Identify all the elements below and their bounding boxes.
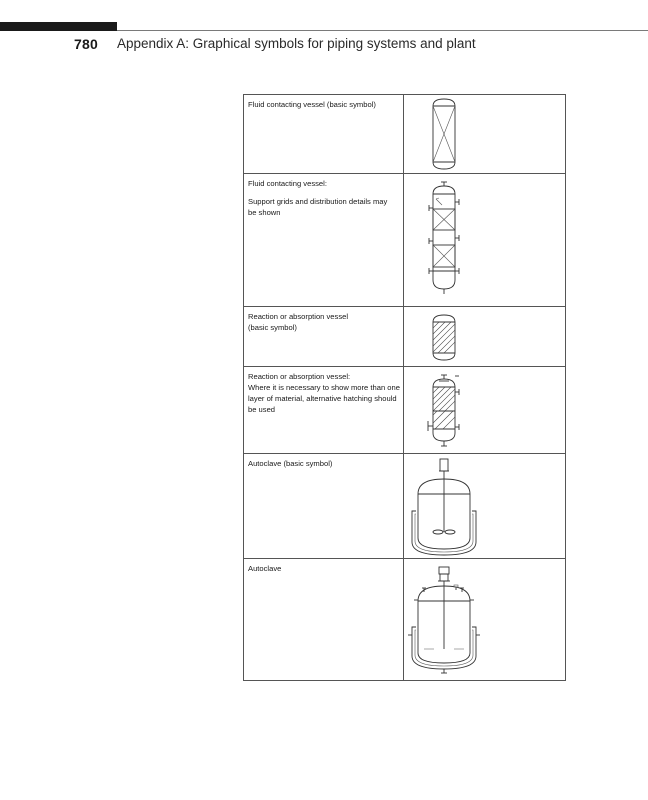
symbol-description <box>244 454 404 559</box>
symbol-cell <box>404 95 566 174</box>
description-line: Fluid contacting vessel (basic symbol) <box>248 100 376 109</box>
table-row <box>244 174 566 307</box>
description-line: Autoclave (basic symbol) <box>248 459 333 468</box>
symbol-description <box>244 95 404 174</box>
header-bar <box>0 22 117 31</box>
reaction-vessel-basic-icon <box>404 307 565 366</box>
fluid-contacting-vessel-detailed-icon <box>404 174 565 306</box>
table-row <box>244 95 566 174</box>
table-row <box>244 307 566 367</box>
symbol-description <box>244 174 404 307</box>
description-line: Autoclave <box>248 564 282 573</box>
symbol-cell <box>404 174 566 307</box>
symbol-cell <box>404 367 566 454</box>
table-row <box>244 454 566 559</box>
reaction-vessel-layered-icon <box>404 367 565 453</box>
autoclave-basic-icon <box>404 454 565 558</box>
symbols-table <box>243 94 566 681</box>
symbol-description <box>244 367 404 454</box>
autoclave-detailed-icon <box>404 559 565 680</box>
page-number: 780 <box>74 36 98 52</box>
header-rule <box>117 30 648 31</box>
symbol-description <box>244 559 404 681</box>
description-line: Reaction or absorption vessel (basic symbol) <box>248 312 349 332</box>
description-line: Reaction or absorption vessel: <box>248 372 351 381</box>
description-line: Fluid contacting vessel: <box>248 179 327 188</box>
page-title: Appendix A: Graphical symbols for piping systems and plant <box>117 36 476 51</box>
fluid-contacting-vessel-basic-icon <box>404 95 565 173</box>
description-line: Where it is necessary to show more than one layer of material, alternative hatching should be used <box>248 383 400 414</box>
description-line: Support grids and distribution details may be shown <box>248 197 388 217</box>
table-row <box>244 367 566 454</box>
symbol-cell <box>404 307 566 367</box>
symbol-cell <box>404 454 566 559</box>
symbol-cell <box>404 559 566 681</box>
table-row <box>244 559 566 681</box>
symbol-description <box>244 307 404 367</box>
